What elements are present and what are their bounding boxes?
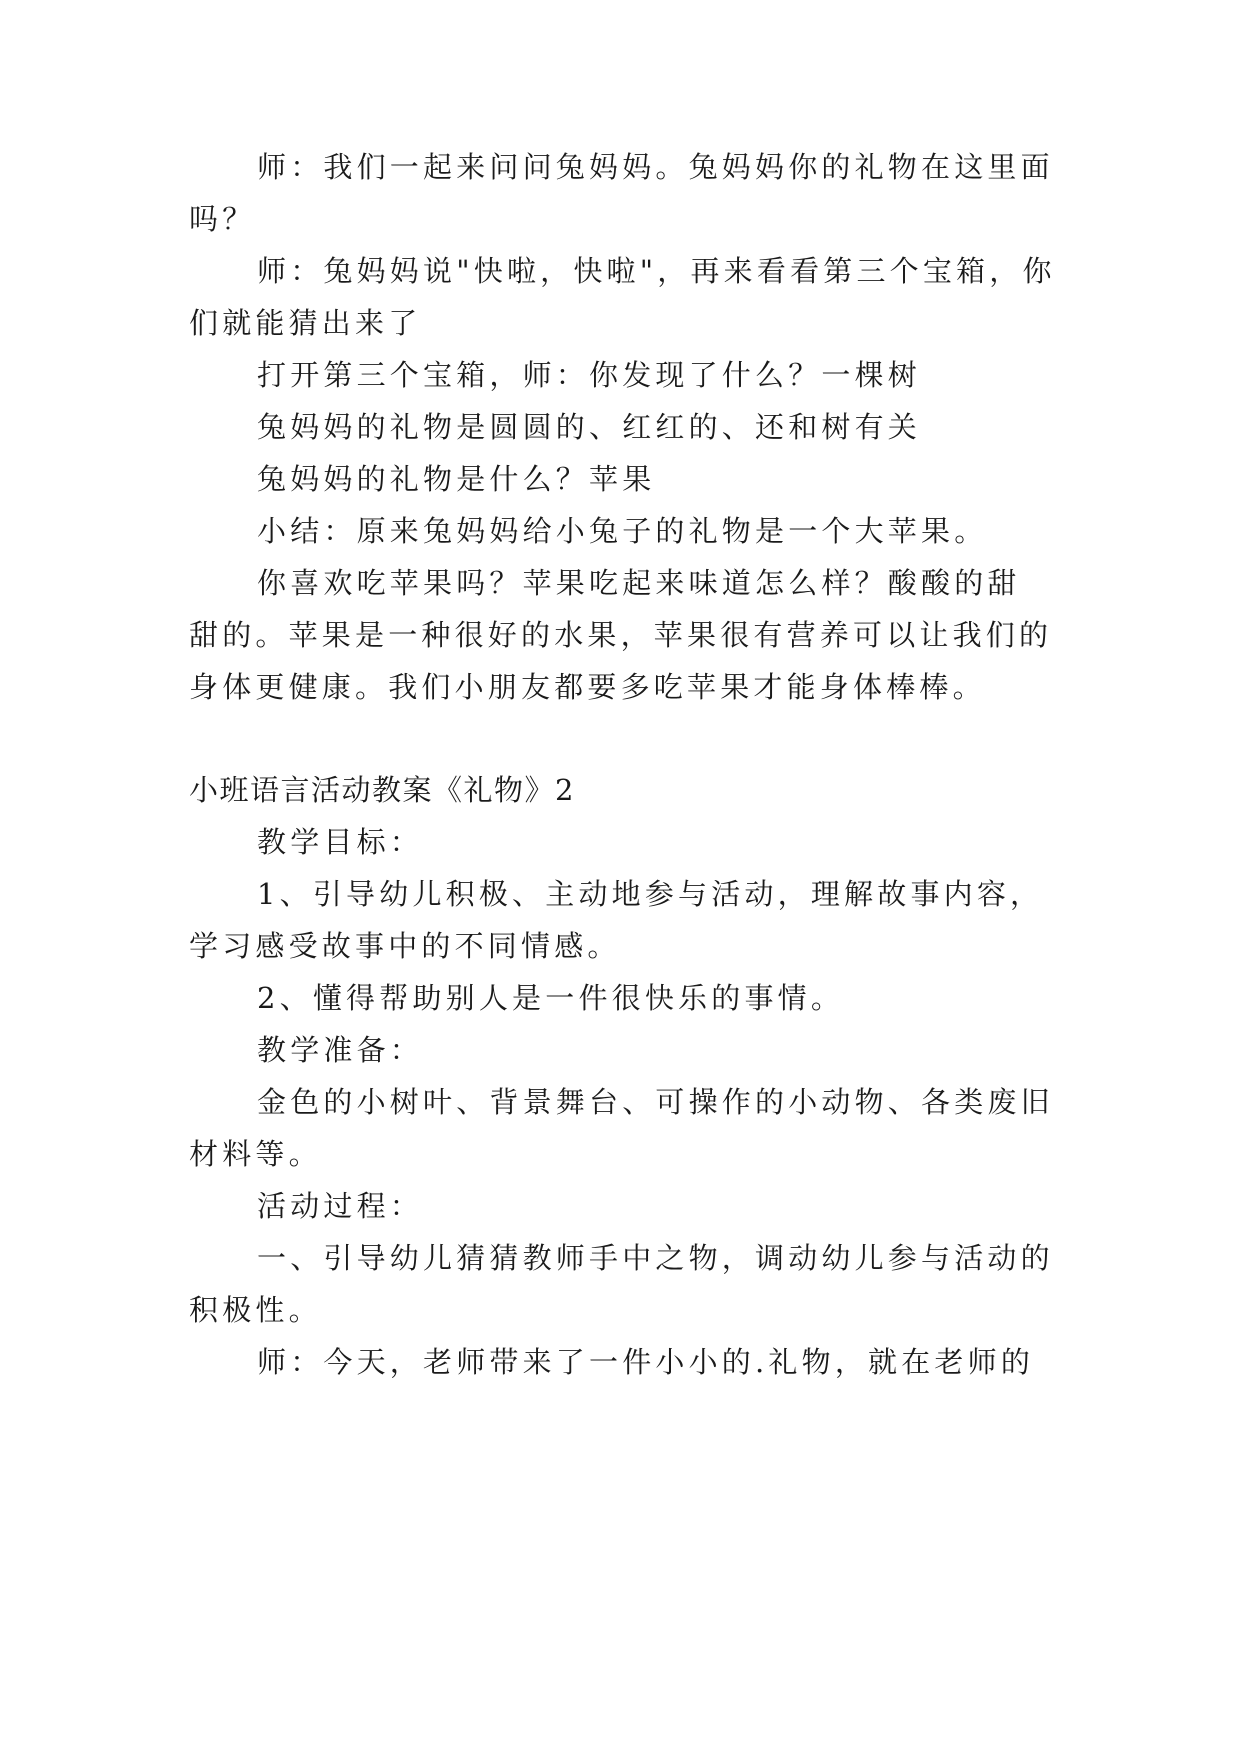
section-title: 小班语言活动教案《礼物》2 xyxy=(189,773,575,807)
paragraph-line: 你喜欢吃苹果吗？苹果吃起来味道怎么样？酸酸的甜 xyxy=(257,566,1021,600)
paragraph-line: 师：兔妈妈说"快啦，快啦"，再来看看第三个宝箱，你 xyxy=(257,254,1056,288)
paragraph-line: 兔妈妈的礼物是圆圆的、红红的、还和树有关 xyxy=(257,410,922,444)
paragraph-line: 身体更健康。我们小朋友都要多吃苹果才能身体棒棒。 xyxy=(189,670,986,704)
paragraph-line: 教学准备： xyxy=(257,1033,424,1067)
paragraph-line: 材料等。 xyxy=(189,1137,322,1171)
paragraph-line: 2、懂得帮助别人是一件很快乐的事情。 xyxy=(257,981,845,1015)
paragraph-line: 吗？ xyxy=(189,202,256,236)
paragraph-line: 活动过程： xyxy=(257,1189,424,1223)
paragraph-line: 师：我们一起来问问兔妈妈。兔妈妈你的礼物在这里面 xyxy=(257,150,1054,184)
paragraph-line: 学习感受故事中的不同情感。 xyxy=(189,929,621,963)
paragraph-line: 一、引导幼儿猜猜教师手中之物，调动幼儿参与活动的 xyxy=(257,1241,1054,1275)
paragraph-line: 金色的小树叶、背景舞台、可操作的小动物、各类废旧 xyxy=(257,1085,1054,1119)
paragraph-line: 打开第三个宝箱，师：你发现了什么？一棵树 xyxy=(257,358,922,392)
paragraph-line: 积极性。 xyxy=(189,1293,322,1327)
paragraph-line: 师：今天，老师带来了一件小小的.礼物，就在老师的 xyxy=(257,1345,1035,1379)
paragraph-line: 们就能猜出来了 xyxy=(189,306,422,340)
paragraph-line: 小结：原来兔妈妈给小兔子的礼物是一个大苹果。 xyxy=(257,514,988,548)
paragraph-line: 兔妈妈的礼物是什么？苹果 xyxy=(257,462,656,496)
paragraph-line: 教学目标： xyxy=(257,825,424,859)
paragraph-line: 甜的。苹果是一种很好的水果，苹果很有营养可以让我们的 xyxy=(189,618,1053,652)
paragraph-line: 1、引导幼儿积极、主动地参与活动，理解故事内容， xyxy=(257,877,1044,911)
